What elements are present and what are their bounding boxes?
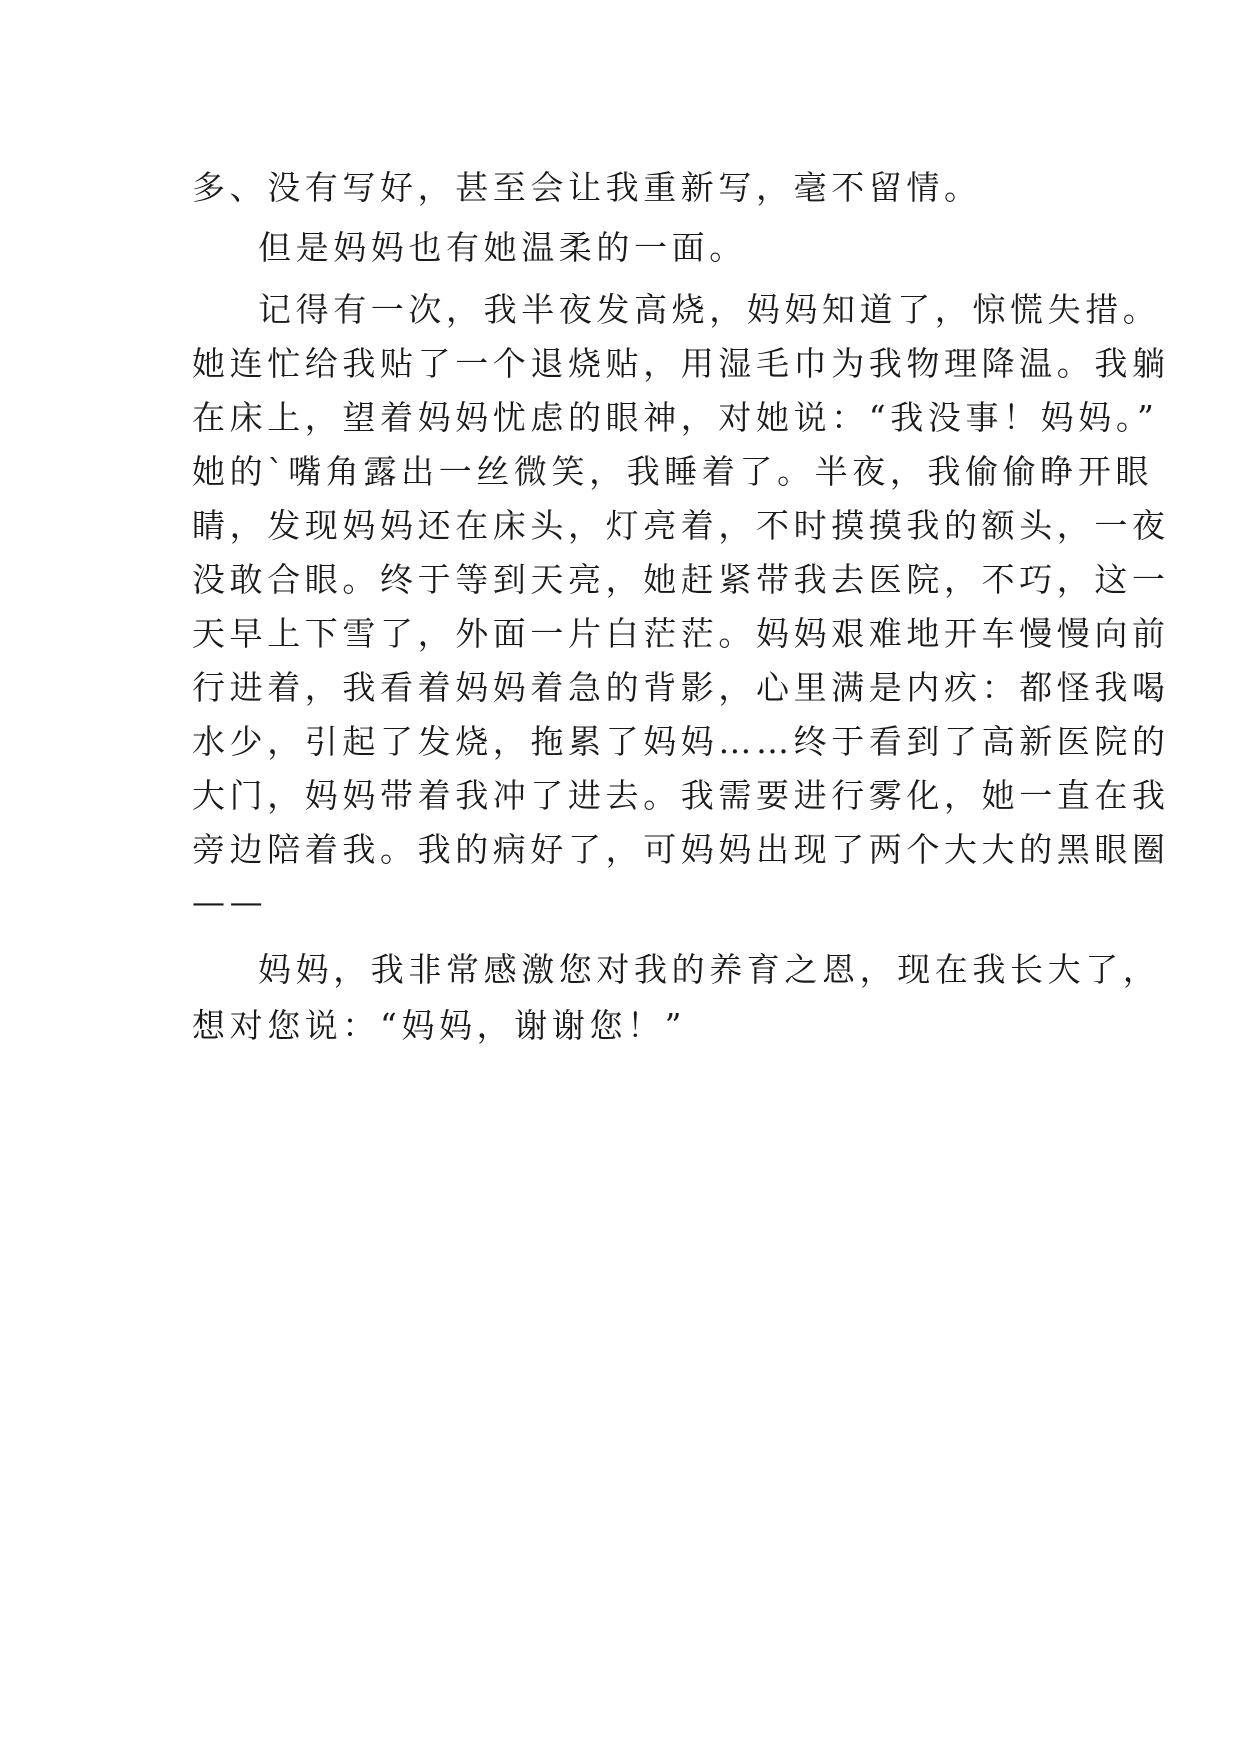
text-line-10: 行进着，我看着妈妈着急的背影，心里满是内疚：都怪我喝 — [192, 668, 1170, 707]
text-line-2: 但是妈妈也有她温柔的一面。 — [258, 228, 747, 267]
text-line-13: 旁边陪着我。我的病好了，可妈妈出现了两个大大的黑眼圈 — [192, 830, 1170, 869]
text-line-9: 天早上下雪了，外面一片白茫茫。妈妈艰难地开车慢慢向前 — [192, 614, 1170, 653]
text-line-16: 想对您说：“妈妈，谢谢您！” — [192, 1006, 687, 1045]
text-line-5: 在床上，望着妈妈忧虑的眼神，对她说：“我没事！妈妈。” — [192, 398, 1159, 437]
text-line-14: —— — [192, 882, 268, 921]
text-line-1: 多、没有写好，甚至会让我重新写，毫不留情。 — [192, 168, 982, 207]
text-line-12: 大门，妈妈带着我冲了进去。我需要进行雾化，她一直在我 — [192, 776, 1170, 815]
text-line-6: 她的`嘴角露出一丝微笑，我睡着了。半夜，我偷偷睁开眼 — [192, 452, 1154, 491]
text-line-11: 水少，引起了发烧，拖累了妈妈……终于看到了高新医院的 — [192, 722, 1170, 761]
text-line-4: 她连忙给我贴了一个退烧贴，用湿毛巾为我物理降温。我躺 — [192, 344, 1170, 383]
text-line-15: 妈妈，我非常感激您对我的养育之恩，现在我长大了， — [258, 950, 1161, 989]
text-line-7: 睛，发现妈妈还在床头，灯亮着，不时摸摸我的额头，一夜 — [192, 506, 1170, 545]
text-line-8: 没敢合眼。终于等到天亮，她赶紧带我去医院，不巧，这一 — [192, 560, 1170, 599]
text-line-3: 记得有一次，我半夜发高烧，妈妈知道了，惊慌失措。 — [258, 290, 1161, 329]
